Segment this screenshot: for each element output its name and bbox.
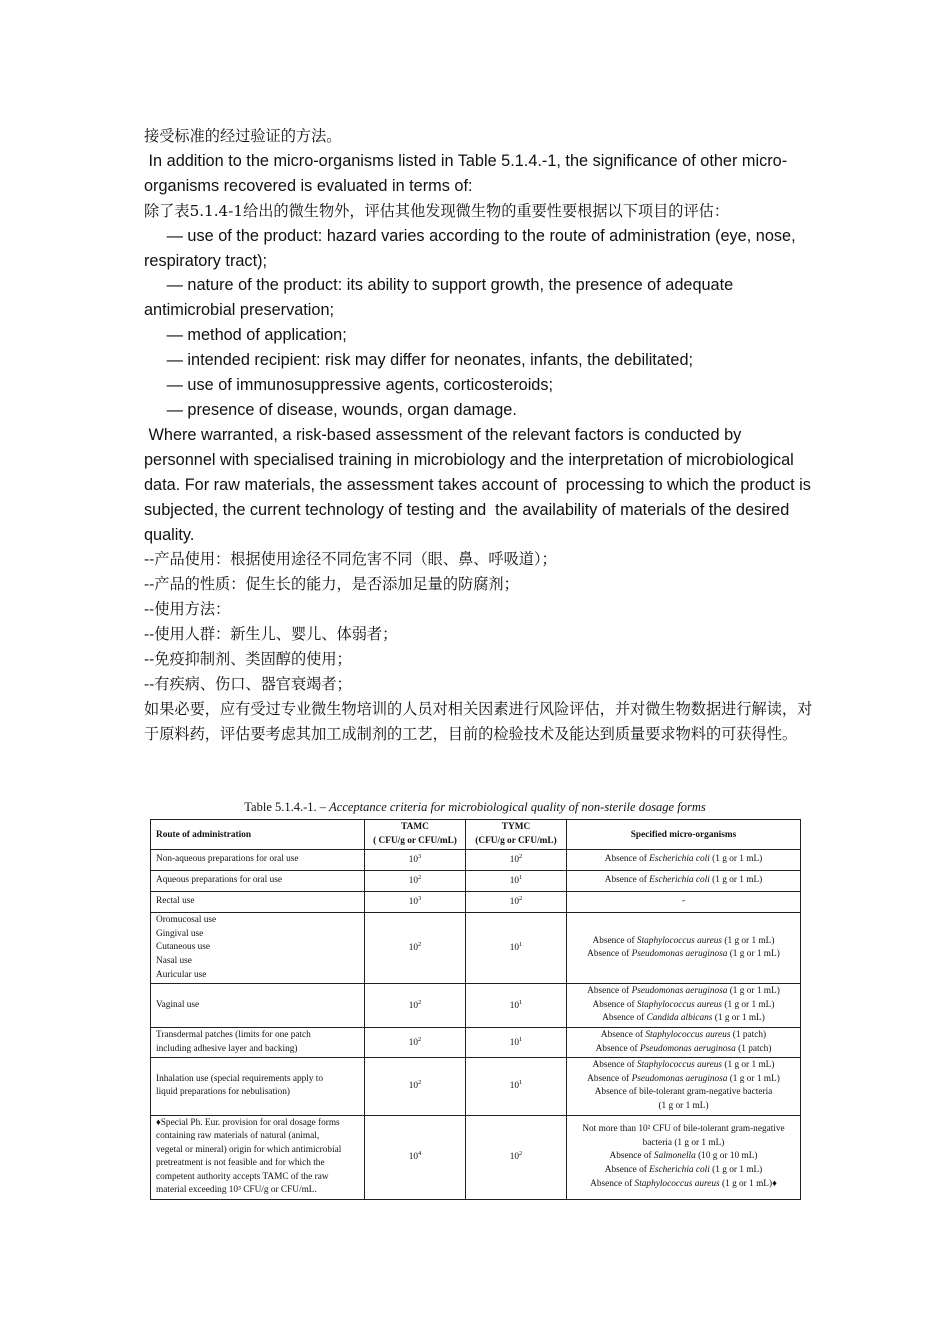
tymc-cell: $10^1$ <box>466 871 567 892</box>
route-cell <box>151 871 365 892</box>
paragraph: — nature of the product: its ability to support growth, the presence of adequate antimicrobial preservation; <box>144 276 738 320</box>
tamc-cell-exponent: 2 <box>418 941 422 949</box>
route-cell <box>151 1027 365 1057</box>
table-body <box>151 850 801 1200</box>
tamc-cell: $10^2$ <box>365 1027 466 1057</box>
route-line: liquid preparations for nebulisation) <box>156 1087 290 1098</box>
table-row <box>151 1027 801 1057</box>
paragraph: Where warranted, a risk-based assessment of the relevant factors is conducted by personnel with specialised training in microbiology and the interpretation of microbiological data. For raw materials, the assessment takes account of processing to which the product is subjected, the current technology of testing and the availability of materials of the desired quality. <box>144 425 816 544</box>
specified-line: Absence of Staphylococcus aureus (1 patch) <box>600 1029 767 1040</box>
specified-line: Absence of Escherichia coli (1 g or 1 mL) <box>604 1165 763 1176</box>
organism-name: Staphylococcus aureus <box>636 1060 723 1071</box>
route-line: containing raw materials of natural (animal, <box>156 1131 320 1142</box>
route-line: Cutaneous use <box>156 942 210 953</box>
route-line: pretreatment is not feasible and for which the <box>156 1158 325 1169</box>
specified-cell <box>567 1058 801 1115</box>
organism-name: Candida albicans <box>646 1013 713 1024</box>
document-body <box>144 124 814 747</box>
table-row <box>151 871 801 892</box>
tamc-cell: $10^3$ <box>365 892 466 913</box>
acceptance-criteria-table <box>150 819 801 1200</box>
route-line: Transdermal patches (limits for one patch <box>156 1029 311 1040</box>
specified-cell <box>567 871 801 892</box>
header-tymc-label: TYMC <box>501 822 531 832</box>
specified-line: Absence of Escherichia coli (1 g or 1 mL) <box>604 854 763 865</box>
paragraph: 接受标准的经过验证的方法。 <box>144 127 342 145</box>
paragraph: --免疫抑制剂、类固醇的使用； <box>144 650 352 669</box>
tamc-cell-exponent: 2 <box>418 1035 422 1043</box>
route-line: Auricular use <box>156 969 207 980</box>
specified-line: Absence of Staphylococcus aureus (1 g or 1 mL) <box>592 1060 775 1071</box>
table-title-prefix: Table 5.1.4.-1. – <box>244 800 330 814</box>
route-line: competent authority accepts TAMC of the raw <box>156 1171 329 1182</box>
specified-line: Absence of Pseudomonas aeruginosa (1 g or 1 mL) <box>587 949 780 960</box>
tymc-cell: $10^1$ <box>466 1058 567 1115</box>
specified-line: Absence of Staphylococcus aureus (1 g or 1 mL) <box>592 935 775 946</box>
paragraph: --产品的性质：促生长的能力，是否添加足量的防腐剂； <box>144 575 519 594</box>
paragraph: --使用方法： <box>144 600 231 619</box>
specified-line: Absence of Pseudomonas aeruginosa (1 patch) <box>595 1043 772 1054</box>
paragraph: --使用人群：新生儿、婴儿、体弱者； <box>144 625 398 644</box>
specified-line: Absence of Pseudomonas aeruginosa (1 g or 1 mL) <box>587 1073 780 1084</box>
route-line: Rectal use <box>156 896 195 907</box>
tymc-cell-exponent: 1 <box>519 1035 523 1043</box>
paragraph: --有疾病、伤口、器官衰竭者； <box>144 674 352 693</box>
paragraph: --产品使用：根据使用途径不同危害不同（眼、鼻、呼吸道）； <box>144 550 557 569</box>
organism-name: Staphylococcus aureus <box>634 1178 720 1189</box>
paragraph: — method of application; <box>144 326 347 345</box>
tymc-cell-exponent: 2 <box>519 1150 523 1158</box>
paragraph: 如果必要，应有受过专业微生物培训的人员对相关因素进行风险评估，并对微生物数据进行解读，对于原料药，评估要考虑其加工成制剂的工艺，目前的检验技术及能达到质量要求物料的可获得性。 <box>144 699 813 743</box>
route-cell <box>151 984 365 1028</box>
tamc-cell-exponent: 3 <box>418 895 422 903</box>
tamc-cell-exponent: 3 <box>418 853 422 861</box>
organism-name: Salmonella <box>653 1151 696 1162</box>
route-cell <box>151 1115 365 1200</box>
paragraph: — use of the product: hazard varies according to the route of administration (eye, nose, respiratory tract); <box>144 226 801 270</box>
tymc-cell: $10^2$ <box>466 850 567 871</box>
tymc-cell: $10^1$ <box>466 984 567 1028</box>
specified-line: bacteria (1 g or 1 mL) <box>642 1137 725 1148</box>
tamc-cell: $10^2$ <box>365 913 466 984</box>
tymc-cell-exponent: 1 <box>519 998 523 1006</box>
tamc-cell: $10^3$ <box>365 850 466 871</box>
header-tamc-unit: ( CFU/g or CFU/mL) <box>373 835 457 846</box>
specified-line: Absence of Staphylococcus aureus (1 g or 1 mL)♦ <box>590 1178 777 1189</box>
route-line: including adhesive layer and backing) <box>156 1043 298 1054</box>
specified-line: Absence of bile-tolerant gram-negative bacteria <box>594 1087 773 1098</box>
specified-line: Absence of Escherichia coli (1 g or 1 mL) <box>604 875 763 886</box>
route-line: Nasal use <box>156 955 192 966</box>
table-title-italic: Acceptance criteria for microbiological quality of non-sterile dosage forms <box>329 800 706 814</box>
paragraph: In addition to the micro-organisms listed in Table 5.1.4.-1, the significance of other micro-organisms recovered is evaluated in terms of: <box>144 151 788 195</box>
tamc-cell-exponent: 2 <box>418 874 422 882</box>
tymc-cell-exponent: 2 <box>519 895 523 903</box>
table-row <box>151 850 801 871</box>
organism-name: Pseudomonas aeruginosa <box>639 1043 736 1054</box>
header-tamc <box>365 820 466 850</box>
tamc-cell: $10^4$ <box>365 1115 466 1200</box>
tymc-cell-exponent: 1 <box>519 1079 523 1087</box>
route-cell <box>151 1058 365 1115</box>
specified-line: Absence of Pseudomonas aeruginosa (1 g or 1 mL) <box>587 986 780 997</box>
route-cell <box>151 913 365 984</box>
table-title <box>150 800 800 814</box>
route-line: ♦Special Ph. Eur. provision for oral dosage forms <box>156 1117 340 1128</box>
specified-line: - <box>681 896 686 907</box>
tymc-cell-exponent: 1 <box>519 941 523 949</box>
specified-cell <box>567 892 801 913</box>
specified-line: Not more than 10² CFU of bile-tolerant gram-negative <box>582 1124 785 1135</box>
organism-name: Pseudomonas aeruginosa <box>631 1073 728 1084</box>
specified-cell <box>567 1115 801 1200</box>
table-row <box>151 1058 801 1115</box>
specified-cell <box>567 984 801 1028</box>
tymc-cell: $10^1$ <box>466 913 567 984</box>
route-cell <box>151 850 365 871</box>
tamc-cell: $10^2$ <box>365 1058 466 1115</box>
table-row <box>151 984 801 1028</box>
tymc-cell: $10^2$ <box>466 1115 567 1200</box>
header-tymc-unit: (CFU/g or CFU/mL) <box>475 835 557 846</box>
table-row <box>151 1115 801 1200</box>
tamc-cell-exponent: 2 <box>418 998 422 1006</box>
route-line: material exceeding 10³ CFU/g or CFU/mL. <box>156 1185 317 1196</box>
specified-line: (1 g or 1 mL) <box>658 1100 709 1111</box>
route-line: Inhalation use (special requirements apply to <box>156 1073 324 1084</box>
paragraph: — intended recipient: risk may differ for neonates, infants, the debilitated; <box>144 351 694 370</box>
header-route: Route of administration <box>151 820 365 850</box>
route-line: vegetal or mineral) origin for which antimicrobial <box>156 1144 342 1155</box>
tamc-cell: $10^2$ <box>365 984 466 1028</box>
route-line: Non-aqueous preparations for oral use <box>156 854 299 865</box>
route-line: Oromucosal use <box>156 915 217 926</box>
paragraph: — use of immunosuppressive agents, corticosteroids; <box>144 376 554 395</box>
organism-name: Pseudomonas aeruginosa <box>631 986 728 997</box>
tamc-cell: $10^2$ <box>365 871 466 892</box>
specified-line: Absence of Candida albicans (1 g or 1 mL) <box>602 1013 765 1024</box>
route-line: Vaginal use <box>156 999 200 1010</box>
specified-line: Absence of Salmonella (10 g or 10 mL) <box>609 1151 758 1162</box>
specified-cell <box>567 1027 801 1057</box>
tamc-cell-exponent: 2 <box>418 1079 422 1087</box>
table-row <box>151 892 801 913</box>
header-tamc-label: TAMC <box>401 822 429 832</box>
tymc-cell-exponent: 2 <box>519 853 523 861</box>
acceptance-criteria-table-block <box>150 800 800 1200</box>
organism-name: Staphylococcus aureus <box>636 999 723 1010</box>
tymc-cell: $10^1$ <box>466 1027 567 1057</box>
route-line: Aqueous preparations for oral use <box>156 875 282 886</box>
organism-name: Escherichia coli <box>649 854 710 865</box>
paragraph: — presence of disease, wounds, organ damage. <box>144 400 517 419</box>
organism-name: Escherichia coli <box>649 875 710 886</box>
paragraph: 除了表5.1.4-1给出的微生物外，评估其他发现微生物的重要性要根据以下项目的评估： <box>144 201 730 220</box>
table-header-row <box>151 820 801 850</box>
organism-name: Staphylococcus aureus <box>645 1029 731 1040</box>
organism-name: Staphylococcus aureus <box>636 935 723 946</box>
specified-line: Absence of Staphylococcus aureus (1 g or 1 mL) <box>592 999 775 1010</box>
table-row <box>151 913 801 984</box>
tamc-cell-exponent: 4 <box>418 1150 422 1158</box>
route-line: Gingival use <box>156 928 204 939</box>
header-specified: Specified micro-organisms <box>567 820 801 850</box>
header-tymc <box>466 820 567 850</box>
organism-name: Pseudomonas aeruginosa <box>631 949 728 960</box>
tymc-cell-exponent: 1 <box>519 874 523 882</box>
specified-cell <box>567 850 801 871</box>
route-cell <box>151 892 365 913</box>
specified-cell <box>567 913 801 984</box>
organism-name: Escherichia coli <box>649 1165 710 1176</box>
tymc-cell: $10^2$ <box>466 892 567 913</box>
